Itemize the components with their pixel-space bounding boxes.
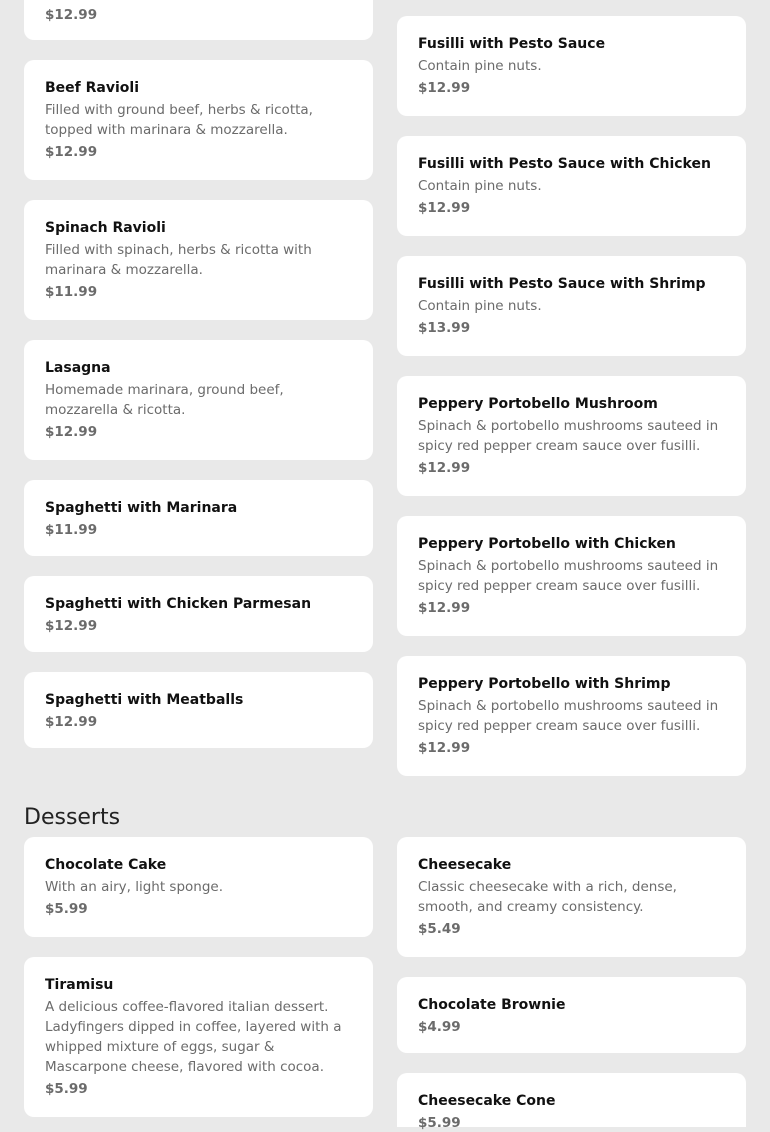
item-name: Peppery Portobello Mushroom (418, 396, 658, 412)
menu-item-card[interactable] (24, 60, 373, 180)
item-price: $12.99 (45, 714, 98, 730)
menu-item-card[interactable] (397, 256, 746, 356)
item-description: Filled with spinach, herbs & ricotta with marinara & mozzarella. (45, 242, 312, 278)
item-name: Spaghetti with Marinara (45, 500, 238, 516)
item-description: A delicious coffee-flavored italian dessert. Ladyfingers dipped in coffee, layered with a whipped mixture of eggs, sugar & Mascarpone cheese, flavored with cocoa. (45, 999, 342, 1075)
item-price: $12.99 (418, 600, 471, 616)
menu-item-card[interactable] (24, 672, 373, 748)
item-description: Homemade marinara, ground beef, mozzarella & ricotta. (45, 382, 284, 418)
item-name: Spaghetti with Meatballs (45, 692, 244, 708)
section-title-desserts: Desserts (24, 805, 121, 830)
menu-item-card[interactable] (397, 136, 746, 236)
item-name: Fusilli with Pesto Sauce (418, 36, 606, 52)
item-description: Spinach & portobello mushrooms sauteed in spicy red pepper cream sauce over fusilli. (418, 698, 719, 734)
item-name: Peppery Portobello with Chicken (418, 536, 676, 552)
item-name: Cheesecake (418, 857, 512, 873)
menu-item-card[interactable] (397, 656, 746, 776)
item-name: Tiramisu (45, 977, 114, 993)
menu-item-card[interactable] (24, 0, 373, 40)
item-description: Filled with ground beef, herbs & ricotta, topped with marinara & mozzarella. (45, 102, 313, 138)
item-name: Fusilli with Pesto Sauce with Shrimp (418, 276, 706, 292)
item-price: $12.99 (45, 424, 98, 440)
item-price: $11.99 (45, 284, 98, 300)
item-price: $12.99 (45, 618, 98, 634)
item-price: $5.99 (418, 1115, 461, 1131)
item-name: Lasagna (45, 360, 111, 376)
item-price: $5.99 (45, 901, 88, 917)
menu-item-card[interactable] (397, 837, 746, 957)
menu-item-card[interactable] (24, 957, 373, 1117)
item-price: $11.99 (45, 522, 98, 538)
item-description: Spinach & portobello mushrooms sauteed in spicy red pepper cream sauce over fusilli. (418, 418, 719, 454)
menu-item-card[interactable] (397, 1073, 746, 1131)
item-name: Chocolate Cake (45, 857, 167, 873)
item-description: Contain pine nuts. (418, 298, 542, 314)
menu-item-card[interactable] (24, 480, 373, 556)
item-price: $5.99 (45, 1081, 88, 1097)
item-name: Spinach Ravioli (45, 220, 166, 236)
menu-item-card[interactable] (24, 837, 373, 937)
item-description: With an airy, light sponge. (45, 879, 224, 895)
item-price: $12.99 (418, 80, 471, 96)
menu-item-card[interactable] (24, 200, 373, 320)
item-price: $12.99 (418, 460, 471, 476)
menu-item-card[interactable] (397, 516, 746, 636)
menu-item-card[interactable] (397, 376, 746, 496)
item-price: $12.99 (418, 200, 471, 216)
item-price: $5.49 (418, 921, 461, 937)
item-name: Spaghetti with Chicken Parmesan (45, 596, 312, 612)
item-price: $4.99 (418, 1019, 461, 1035)
item-description: Classic cheesecake with a rich, dense, smooth, and creamy consistency. (418, 879, 677, 915)
menu-item-card[interactable] (397, 977, 746, 1053)
menu-item-card[interactable] (397, 16, 746, 116)
item-name: Peppery Portobello with Shrimp (418, 676, 671, 692)
item-name: Chocolate Brownie (418, 997, 566, 1013)
item-price: $12.99 (45, 7, 98, 23)
item-description: Contain pine nuts. (418, 178, 542, 194)
item-price: $13.99 (418, 320, 471, 336)
item-name: Beef Ravioli (45, 80, 139, 96)
item-description: Contain pine nuts. (418, 58, 542, 74)
item-price: $12.99 (45, 144, 98, 160)
item-description: Spinach & portobello mushrooms sauteed in spicy red pepper cream sauce over fusilli. (418, 558, 719, 594)
item-name: Fusilli with Pesto Sauce with Chicken (418, 156, 711, 172)
menu-item-card[interactable] (24, 340, 373, 460)
item-name: Cheesecake Cone (418, 1093, 556, 1109)
menu-item-card[interactable] (24, 576, 373, 652)
item-price: $12.99 (418, 740, 471, 756)
